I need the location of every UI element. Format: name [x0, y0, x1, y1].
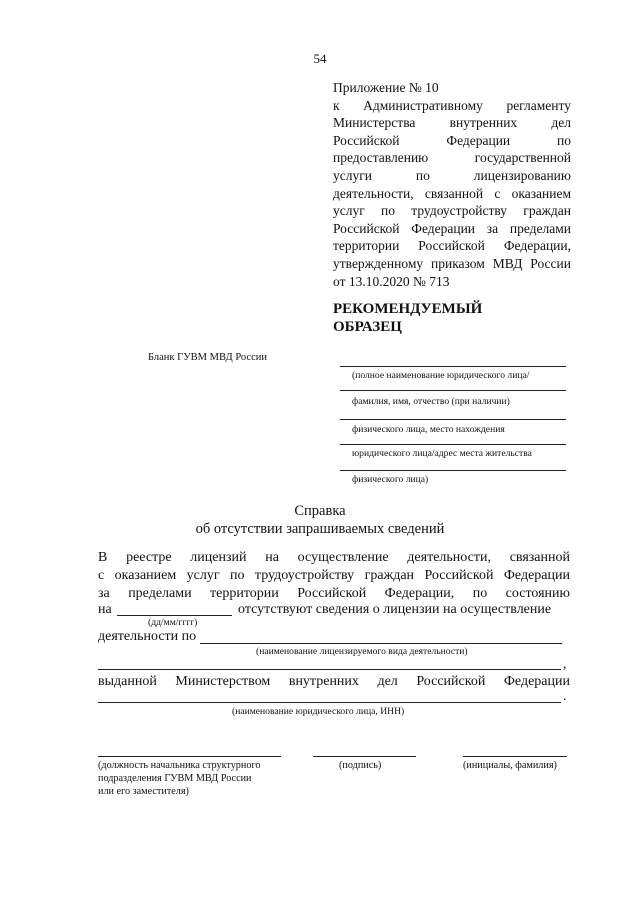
name-hint: (инициалы, фамилия) — [463, 760, 557, 771]
signature-hint: (подпись) — [339, 760, 382, 771]
appendix-line: деятельности, связанной с оказанием — [333, 185, 571, 201]
appendix-line: Министерства внутренних дел — [333, 115, 571, 131]
appendix-line: Российской Федерации за пределами — [333, 220, 571, 236]
appendix-line: территории Российской Федерации, — [333, 238, 571, 254]
appendix-line: Приложение № 10 — [333, 80, 439, 95]
addressee-line[interactable] — [340, 390, 566, 391]
addressee-hint: юридического лица/адрес места жительства — [352, 448, 532, 459]
position-hint-line: или его заместителя) — [98, 786, 189, 797]
body-line-7: выданной Министерством внутренних дел Российской Федерации — [98, 674, 570, 689]
body-line-2: с оказанием услуг по трудоустройству граждан Российской Федерации — [98, 568, 570, 583]
period: . — [563, 689, 567, 704]
legal-entity-field[interactable] — [98, 702, 561, 703]
addressee-line[interactable] — [340, 419, 566, 420]
appendix-header — [333, 79, 571, 290]
addressee-line[interactable] — [340, 444, 566, 445]
position-hint-line: (должность начальника структурного — [98, 760, 261, 771]
signature-field[interactable] — [313, 756, 416, 757]
body-line-5-prefix: деятельности по — [98, 629, 197, 644]
name-field[interactable] — [463, 756, 567, 757]
activity-field-continued[interactable] — [98, 669, 561, 670]
sample-stamp — [333, 300, 482, 336]
addressee-hint: физического лица) — [352, 474, 429, 485]
sample-line-2: ОБРАЗЕЦ — [333, 319, 402, 335]
appendix-line: утвержденному приказом МВД России — [333, 255, 571, 271]
appendix-line: услуг по трудоустройству граждан — [333, 203, 571, 219]
body-line-1: В реестре лицензий на осуществление деятельности, связанной — [98, 550, 570, 565]
body-line-4-suffix: отсутствуют сведения о лицензии на осуществление — [238, 602, 552, 617]
position-field[interactable] — [98, 756, 281, 757]
date-field[interactable] — [117, 615, 232, 616]
body-line-3: за пределами территории Российской Федерации, по состоянию — [98, 586, 570, 601]
legal-entity-hint: (наименование юридического лица, ИНН) — [232, 706, 405, 717]
appendix-line: к Административному регламенту — [333, 97, 571, 113]
position-hint-line: подразделения ГУВМ МВД России — [98, 773, 252, 784]
addressee-hint: физического лица, место нахождения — [352, 424, 505, 435]
activity-field[interactable] — [200, 643, 562, 644]
comma: , — [563, 657, 567, 672]
body-line-4-prefix: на — [98, 602, 112, 617]
addressee-line[interactable] — [340, 470, 566, 471]
addressee-line[interactable] — [340, 366, 566, 367]
appendix-line: предоставлению государственной — [333, 150, 571, 166]
position-hint — [98, 759, 260, 798]
addressee-hint: фамилия, имя, отчество (при наличии) — [352, 396, 510, 407]
document-title: Справка — [294, 503, 346, 519]
activity-hint: (наименование лицензируемого вида деятельности) — [256, 646, 468, 657]
addressee-hint: (полное наименование юридического лица/ — [352, 370, 530, 381]
appendix-line: от 13.10.2020 № 713 — [333, 273, 450, 289]
document-subtitle: об отсутствии запрашиваемых сведений — [195, 521, 445, 537]
appendix-line: Российской Федерации по — [333, 132, 571, 148]
date-hint: (дд/мм/гггг) — [148, 617, 198, 628]
appendix-line: услуги по лицензированию — [333, 167, 571, 183]
page-number: 54 — [313, 51, 327, 66]
blank-label: Бланк ГУВМ МВД России — [148, 352, 267, 363]
sample-line-1: РЕКОМЕНДУЕМЫЙ — [333, 301, 483, 317]
